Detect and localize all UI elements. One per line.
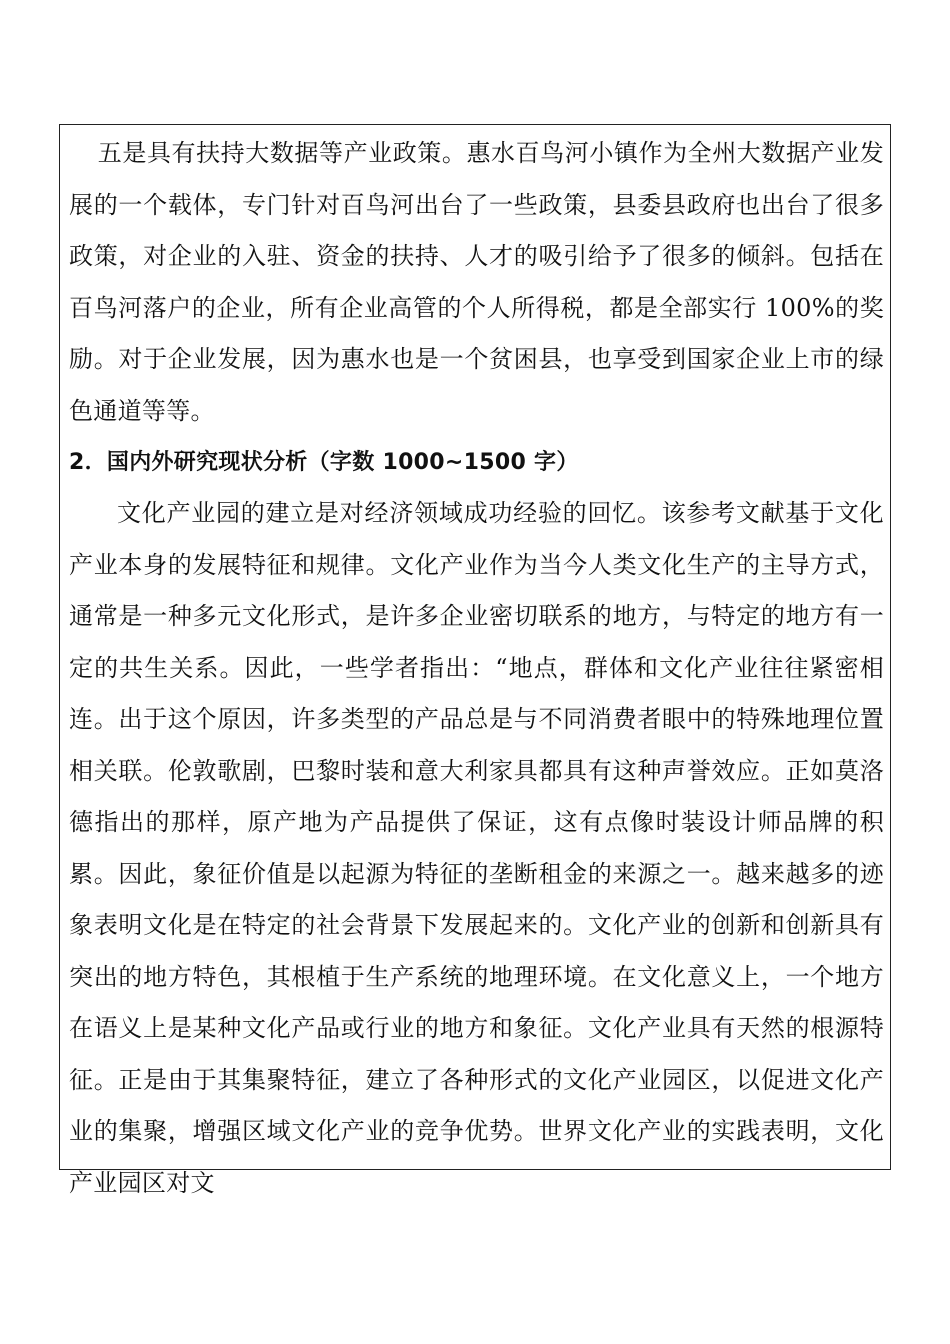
research-paragraph: 文化产业园的建立是对经济领域成功经验的回忆。该参考文献基于文化产业本身的发展特征和规律。文化产业作为当今人类文化生产的主导方式，通常是一种多元文化形式，是许多企业密切联系的地方，与特定的地方有一定的共生关系。因此，一些学者指出：“地点，群体和文化产业往往紧密相连。出于这个原因，许多类型的产品总是与不同消费者眼中的特殊地理位置相关联。伦敦歌剧，巴黎时装和意大利家具都具有这种声誉效应。正如莫洛德指出的那样，原产地为产品提供了保证，这有点像时装设计师品牌的积累。因此，象征价值是以起源为特征的垄断租金的来源之一。越来越多的迹象表明文化是在特定的社会背景下发展起来的。文化产业的创新和创新具有突出的地方特色，其根植于生产系统的地理环境。在文化意义上，一个地方在语义上是某种文化产品或行业的地方和象征。文化产业具有天然的根源特征。正是由于其集聚特征，建立了各种形式的文化产业园区，以促进文化产业的集聚，增强区域文化产业的竞争优势。世界文化产业的实践表明，文化产业园区对文 xyxy=(69,499,884,1197)
policy-paragraph: 五是具有扶持大数据等产业政策。惠水百鸟河小镇作为全州大数据产业发展的一个载体，专门针对百鸟河出台了一些政策，县委县政府也出台了很多政策，对企业的入驻、资金的扶持、人才的吸引给予了很多的倾斜。包括在百鸟河落户的企业，所有企业高管的个人所得税，都是全部实行 100%的奖励。对于企业发展，因为惠水也是一个贫困县，也享受到国家企业上市的绿色通道等等。 xyxy=(69,139,884,425)
section-heading: 2．国内外研究现状分析（字数 1000~1500 字） xyxy=(69,450,579,475)
content-body xyxy=(69,128,884,1209)
